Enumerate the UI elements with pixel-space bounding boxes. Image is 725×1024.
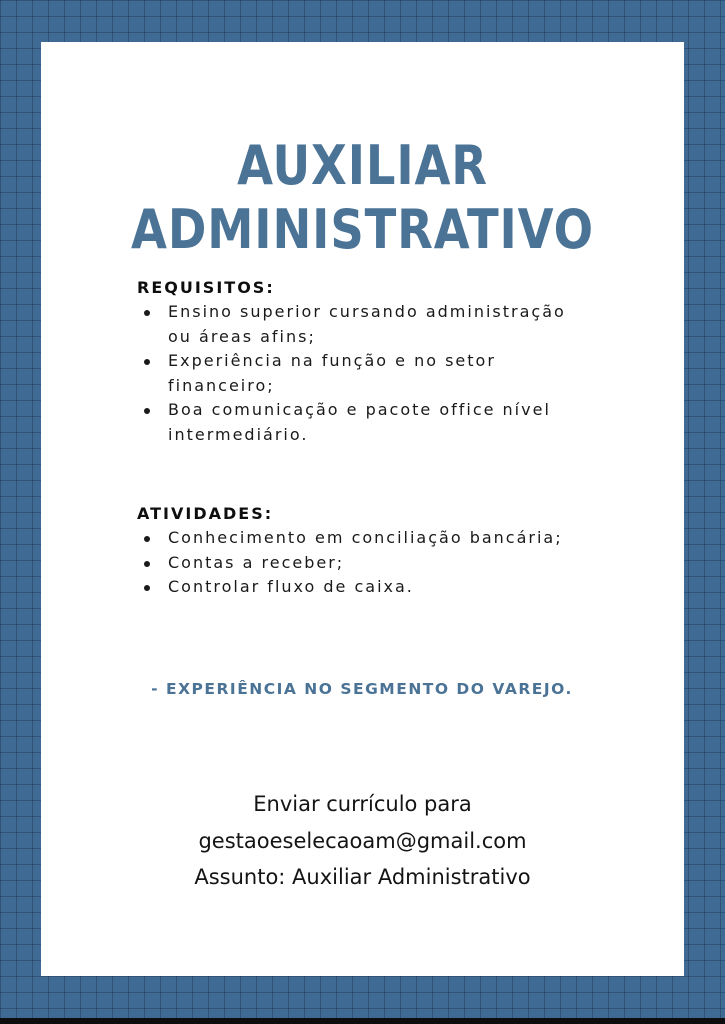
- bullet-icon: [144, 585, 150, 591]
- activities-item: [137, 526, 577, 551]
- bottom-bar: [0, 1018, 725, 1024]
- activities-item-text: Conhecimento em conciliação bancária;: [168, 528, 563, 547]
- activities-item: [137, 575, 577, 600]
- contact-info: [41, 786, 684, 896]
- contact-email: gestaoeselecaoam@gmail.com: [198, 828, 527, 853]
- bullet-icon: [144, 359, 150, 365]
- bullet-icon: [144, 536, 150, 542]
- job-title-line-1: AUXILIAR: [237, 134, 488, 197]
- requirements-item: [137, 398, 577, 447]
- requirements-section: [137, 276, 577, 447]
- requirements-heading: REQUISITOS:: [137, 278, 275, 297]
- bullet-icon: [144, 310, 150, 316]
- activities-item: [137, 551, 577, 576]
- job-posting-card: [41, 42, 684, 976]
- requirements-list: [137, 300, 577, 447]
- contact-instruction: Enviar currículo para: [253, 792, 472, 816]
- job-title: [86, 134, 639, 262]
- bullet-icon: [144, 561, 150, 567]
- job-title-line-2: ADMINISTRATIVO: [131, 198, 594, 261]
- requirements-item-text: Boa comunicação e pacote office nível intermediário.: [168, 400, 551, 444]
- activities-item-text: Controlar fluxo de caixa.: [168, 577, 414, 596]
- requirements-item-text: Experiência na função e no setor financeiro;: [168, 351, 496, 395]
- experience-highlight: - EXPERIÊNCIA NO SEGMENTO DO VAREJO.: [151, 680, 573, 698]
- requirements-item-text: Ensino superior cursando administração ou áreas afins;: [168, 302, 566, 346]
- activities-item-text: Contas a receber;: [168, 552, 345, 572]
- activities-section: [137, 502, 577, 600]
- activities-list: [137, 526, 577, 600]
- requirements-item: [137, 349, 577, 398]
- activities-heading: ATIVIDADES:: [137, 504, 274, 523]
- bullet-icon: [144, 408, 150, 414]
- requirements-item: [137, 300, 577, 349]
- contact-subject: Assunto: Auxiliar Administrativo: [194, 865, 531, 889]
